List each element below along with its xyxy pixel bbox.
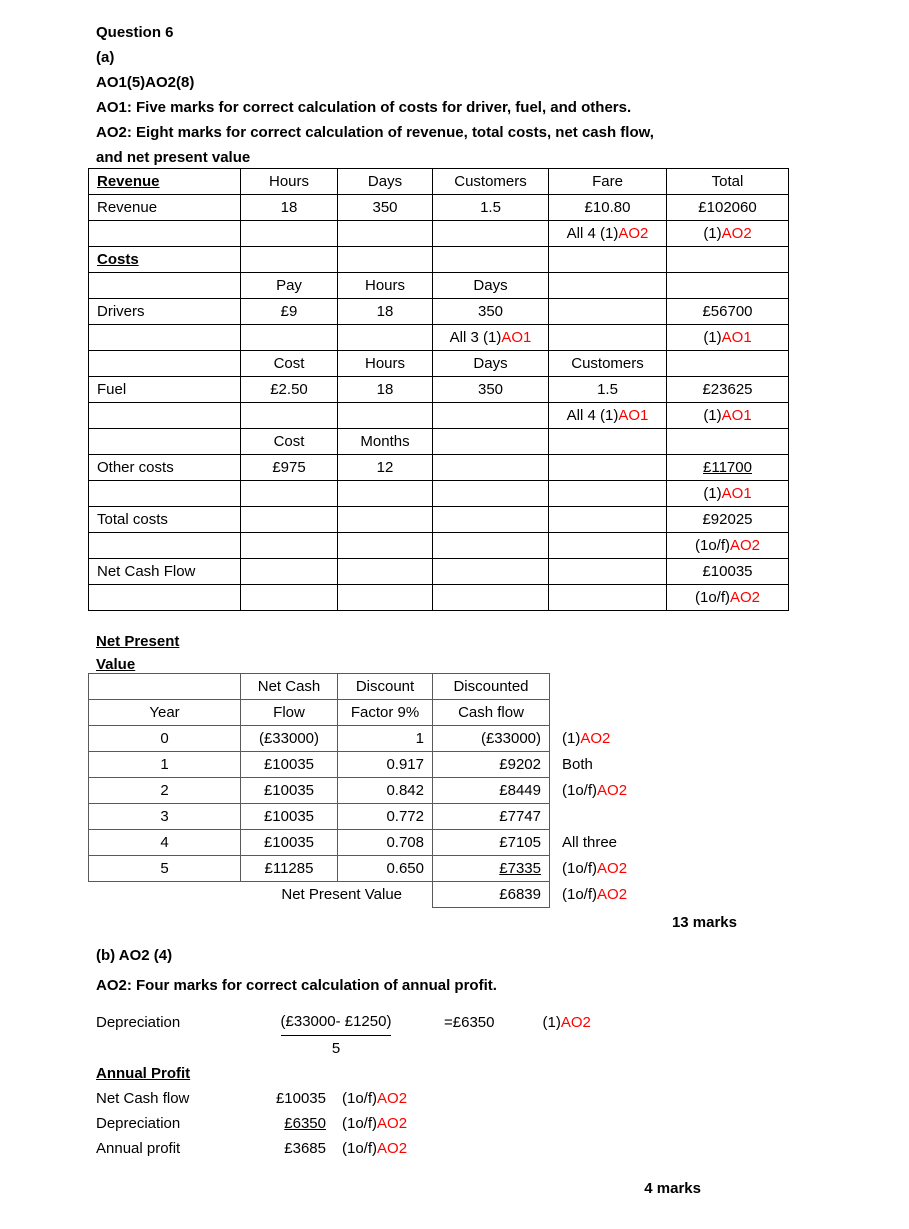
mark-annotation-cell	[667, 403, 789, 429]
table-row	[89, 882, 730, 908]
discount-factor-cell: 0.917	[338, 752, 433, 778]
depreciation-fraction	[273, 1010, 399, 1062]
discounted-cash-flow-cell: £7105	[433, 830, 550, 856]
empty-cell	[549, 429, 667, 455]
empty-cell	[549, 455, 667, 481]
empty-cell	[241, 559, 338, 585]
column-header: Days	[433, 273, 549, 299]
table-row	[89, 674, 730, 700]
table-cell: 350	[433, 377, 549, 403]
mark-annotation-cell	[667, 481, 789, 507]
mark-annotation-cell	[549, 403, 667, 429]
empty-cell	[89, 481, 241, 507]
empty-cell	[89, 221, 241, 247]
mark-annotation-cell	[433, 325, 549, 351]
empty-cell	[241, 325, 338, 351]
npv-table	[88, 673, 730, 908]
question-header	[96, 20, 654, 170]
empty-cell	[338, 221, 433, 247]
ao-tag: AO1	[618, 407, 649, 424]
column-header: Days	[433, 351, 549, 377]
table-row	[89, 403, 789, 429]
mark-text: (1o/f)	[562, 860, 598, 877]
empty-cell	[549, 299, 667, 325]
row-value: £3685	[284, 1140, 326, 1157]
empty-cell	[241, 403, 338, 429]
table-cell: 350	[338, 195, 433, 221]
table-cell: 1.5	[549, 377, 667, 403]
ao-tag: AO2	[377, 1140, 408, 1157]
mark-annotation	[342, 1136, 407, 1161]
section-b-title: (b) AO2 (4)	[96, 947, 173, 964]
row-label: Annual profit	[96, 1140, 181, 1157]
column-header: Hours	[338, 351, 433, 377]
ao-summary: AO1(5)AO2(8)	[96, 74, 195, 91]
mark-annotation	[542, 1010, 590, 1035]
mark-text: (1o/f)	[342, 1115, 378, 1132]
empty-cell	[550, 674, 730, 700]
table-row	[89, 856, 730, 882]
mark-text: All 4 (1)	[566, 407, 619, 424]
column-header: Cost	[241, 351, 338, 377]
empty-cell	[667, 247, 789, 273]
table-cell: £10035	[667, 559, 789, 585]
table-cell: £23625	[667, 377, 789, 403]
mark-text: (1)	[703, 225, 722, 242]
mark-annotation-cell	[550, 778, 730, 804]
net-cash-flow-cell: (£33000)	[241, 726, 338, 752]
table-cell: 1.5	[433, 195, 549, 221]
fraction-numerator: (£33000- £1250)	[281, 1010, 392, 1036]
empty-cell	[549, 585, 667, 611]
table-row	[89, 507, 789, 533]
npv-section-heading	[96, 630, 179, 676]
table-row	[89, 429, 789, 455]
mark-annotation-cell	[667, 325, 789, 351]
table-cell: £2.50	[241, 377, 338, 403]
annual-profit-heading: Annual Profit	[96, 1065, 191, 1082]
mark-annotation-cell	[550, 856, 730, 882]
table-row	[89, 752, 730, 778]
column-header: Discounted	[433, 674, 550, 700]
fraction-denominator: 5	[331, 1040, 341, 1057]
row-label: Net Cash flow	[96, 1090, 190, 1107]
mark-text: All 4 (1)	[566, 225, 619, 242]
discounted-cash-flow-cell: £8449	[433, 778, 550, 804]
table-row	[89, 247, 789, 273]
ao-tag: AO2	[377, 1115, 408, 1132]
discount-factor-cell: 1	[338, 726, 433, 752]
ao-tag: AO2	[730, 589, 761, 606]
empty-cell	[549, 481, 667, 507]
ao-tag: AO2	[597, 860, 628, 877]
table-cell: 18	[338, 377, 433, 403]
row-label: Net Cash Flow	[89, 559, 241, 585]
net-cash-flow-cell: £11285	[241, 856, 338, 882]
table-cell: £9	[241, 299, 338, 325]
empty-cell	[549, 559, 667, 585]
column-header: Fare	[549, 169, 667, 195]
table-cell: 12	[338, 455, 433, 481]
column-header: Hours	[241, 169, 338, 195]
row-label: Total costs	[89, 507, 241, 533]
table-row	[89, 778, 730, 804]
empty-cell	[433, 429, 549, 455]
empty-cell	[338, 533, 433, 559]
column-header: Net Cash	[241, 674, 338, 700]
empty-cell	[338, 507, 433, 533]
discounted-cash-flow-cell: (£33000)	[433, 726, 550, 752]
net-cash-flow-cell: £10035	[241, 830, 338, 856]
table-row	[89, 700, 730, 726]
ao1-description: AO1: Five marks for correct calculation of costs for driver, fuel, and others.	[96, 99, 632, 116]
row-value: £6350	[284, 1115, 326, 1132]
year-cell: 3	[89, 804, 241, 830]
ao-tag: AO2	[377, 1090, 408, 1107]
table-cell: £975	[241, 455, 338, 481]
column-header: Discount	[338, 674, 433, 700]
ao-tag: AO2	[580, 730, 611, 747]
annual-profit-block	[96, 1061, 407, 1161]
mark-text: (1)	[542, 1014, 561, 1031]
empty-cell	[549, 247, 667, 273]
ao2-description-line1: AO2: Eight marks for correct calculation of revenue, total costs, net cash flow,	[96, 124, 654, 141]
annual-profit-row	[96, 1086, 407, 1111]
mark-annotation-cell	[549, 221, 667, 247]
table-row	[89, 221, 789, 247]
mark-annotation-cell	[667, 533, 789, 559]
ao-tag: AO2	[597, 886, 628, 903]
empty-cell	[241, 481, 338, 507]
empty-cell	[241, 507, 338, 533]
table-row	[89, 455, 789, 481]
table-row	[89, 533, 789, 559]
empty-cell	[433, 533, 549, 559]
discount-factor-cell: 0.842	[338, 778, 433, 804]
mark-text: (1o/f)	[342, 1090, 378, 1107]
npv-total-value: £6839	[433, 882, 550, 908]
table-row	[89, 585, 789, 611]
mark-text: All three	[562, 834, 618, 851]
mark-text: (1)	[703, 407, 722, 424]
column-header: Flow	[241, 700, 338, 726]
empty-cell	[549, 507, 667, 533]
table-row	[89, 804, 730, 830]
table-row	[89, 377, 789, 403]
section-b-heading	[96, 941, 497, 1001]
empty-cell	[433, 221, 549, 247]
empty-cell	[89, 585, 241, 611]
table-row	[89, 351, 789, 377]
mark-text: Both	[562, 756, 593, 773]
empty-cell	[433, 247, 549, 273]
discounted-cash-flow-cell: £9202	[433, 752, 550, 778]
section-label-costs: Costs	[89, 247, 241, 273]
column-header: Days	[338, 169, 433, 195]
mark-text: (1)	[703, 485, 722, 502]
discount-factor-cell: 0.708	[338, 830, 433, 856]
row-label: Fuel	[89, 377, 241, 403]
empty-cell	[241, 585, 338, 611]
ao-tag: AO2	[618, 225, 649, 242]
mark-annotation-cell	[667, 221, 789, 247]
ao2-description-line2: and net present value	[96, 149, 251, 166]
mark-text: (1o/f)	[694, 537, 730, 554]
empty-cell	[433, 507, 549, 533]
annual-profit-row	[96, 1136, 407, 1161]
empty-cell	[338, 559, 433, 585]
npv-total-label: Net Present Value	[281, 886, 402, 904]
table-row	[89, 830, 730, 856]
empty-cell	[241, 221, 338, 247]
column-header: Year	[89, 700, 241, 726]
net-cash-flow-cell: £10035	[241, 752, 338, 778]
empty-cell	[550, 700, 730, 726]
year-cell: 5	[89, 856, 241, 882]
empty-cell	[549, 325, 667, 351]
year-cell: 4	[89, 830, 241, 856]
mark-text: (1)	[562, 730, 581, 747]
empty-cell	[338, 325, 433, 351]
year-cell: 0	[89, 726, 241, 752]
row-value: £10035	[275, 1090, 326, 1107]
column-header: Cash flow	[433, 700, 550, 726]
ao-tag: AO1	[721, 329, 752, 346]
section-label-revenue: Revenue	[89, 169, 241, 195]
discount-factor-cell: 0.772	[338, 804, 433, 830]
mark-text: (1o/f)	[694, 589, 730, 606]
question-title: Question 6	[96, 24, 174, 41]
revenue-costs-table	[88, 168, 789, 611]
mark-annotation-cell	[550, 726, 730, 752]
empty-cell	[89, 325, 241, 351]
table-cell: £92025	[667, 507, 789, 533]
ao-tag: AO2	[560, 1014, 591, 1031]
empty-cell	[338, 585, 433, 611]
empty-cell	[433, 403, 549, 429]
empty-cell	[89, 429, 241, 455]
mark-annotation-cell	[550, 752, 730, 778]
year-cell: 1	[89, 752, 241, 778]
empty-cell	[667, 351, 789, 377]
column-header: Factor 9%	[338, 700, 433, 726]
annual-profit-row	[96, 1111, 407, 1136]
empty-cell	[433, 455, 549, 481]
mark-text: All 3 (1)	[449, 329, 502, 346]
section-b-marks: 4 marks	[644, 1180, 701, 1197]
table-cell: £102060	[667, 195, 789, 221]
empty-cell	[241, 533, 338, 559]
mark-annotation	[342, 1086, 407, 1111]
ao-tag: AO2	[597, 782, 628, 799]
section-a-marks: 13 marks	[671, 914, 737, 931]
row-label: Depreciation	[96, 1115, 181, 1132]
mark-annotation-cell	[550, 882, 730, 908]
column-header: Pay	[241, 273, 338, 299]
mark-text: (1o/f)	[562, 886, 598, 903]
discounted-cash-flow-cell: £7335	[433, 856, 550, 882]
table-cell: 350	[433, 299, 549, 325]
table-cell: £11700	[667, 455, 789, 481]
depreciation-row	[96, 1010, 591, 1062]
empty-cell	[338, 403, 433, 429]
row-label: Other costs	[89, 455, 241, 481]
npv-heading-line2: Value	[96, 656, 136, 673]
year-cell: 2	[89, 778, 241, 804]
table-cell: £10.80	[549, 195, 667, 221]
ao-tag: AO2	[730, 537, 761, 554]
table-cell: 18	[338, 299, 433, 325]
row-label: Drivers	[89, 299, 241, 325]
empty-cell	[241, 247, 338, 273]
mark-annotation-cell	[667, 585, 789, 611]
discount-factor-cell: 0.650	[338, 856, 433, 882]
table-row	[89, 299, 789, 325]
table-cell: £56700	[667, 299, 789, 325]
mark-text: (1)	[703, 329, 722, 346]
empty-cell	[667, 273, 789, 299]
mark-annotation	[342, 1111, 407, 1136]
empty-cell	[667, 429, 789, 455]
empty-cell	[338, 247, 433, 273]
empty-cell	[89, 351, 241, 377]
empty-cell	[433, 481, 549, 507]
ao-tag: AO1	[721, 407, 752, 424]
empty-cell	[549, 273, 667, 299]
table-row	[89, 559, 789, 585]
section-b-description: AO2: Four marks for correct calculation of annual profit.	[96, 977, 497, 994]
empty-cell	[433, 559, 549, 585]
column-header: Cost	[241, 429, 338, 455]
mark-annotation-cell	[550, 830, 730, 856]
net-cash-flow-cell: £10035	[241, 804, 338, 830]
discounted-cash-flow-cell: £7747	[433, 804, 550, 830]
table-row	[89, 481, 789, 507]
empty-cell	[89, 403, 241, 429]
empty-cell	[338, 481, 433, 507]
empty-cell	[89, 273, 241, 299]
table-row	[89, 726, 730, 752]
column-header: Customers	[433, 169, 549, 195]
depreciation-result: =£6350	[444, 1014, 495, 1031]
empty-cell	[433, 585, 549, 611]
depreciation-label: Depreciation	[96, 1014, 181, 1031]
mark-text: (1o/f)	[342, 1140, 378, 1157]
empty-cell	[89, 674, 241, 700]
empty-cell	[549, 533, 667, 559]
column-header: Total	[667, 169, 789, 195]
empty-cell	[89, 533, 241, 559]
part-label: (a)	[96, 49, 115, 66]
table-row	[89, 273, 789, 299]
column-header: Customers	[549, 351, 667, 377]
npv-heading-line1: Net Present	[96, 633, 180, 650]
mark-text: (1o/f)	[562, 782, 598, 799]
empty-cell	[550, 804, 730, 830]
net-cash-flow-cell: £10035	[241, 778, 338, 804]
table-cell: 18	[241, 195, 338, 221]
ao-tag: AO1	[501, 329, 532, 346]
column-header: Months	[338, 429, 433, 455]
column-header: Hours	[338, 273, 433, 299]
table-row	[89, 325, 789, 351]
table-row	[89, 169, 789, 195]
ao-tag: AO2	[721, 225, 752, 242]
ao-tag: AO1	[721, 485, 752, 502]
table-row	[89, 195, 789, 221]
row-label: Revenue	[89, 195, 241, 221]
